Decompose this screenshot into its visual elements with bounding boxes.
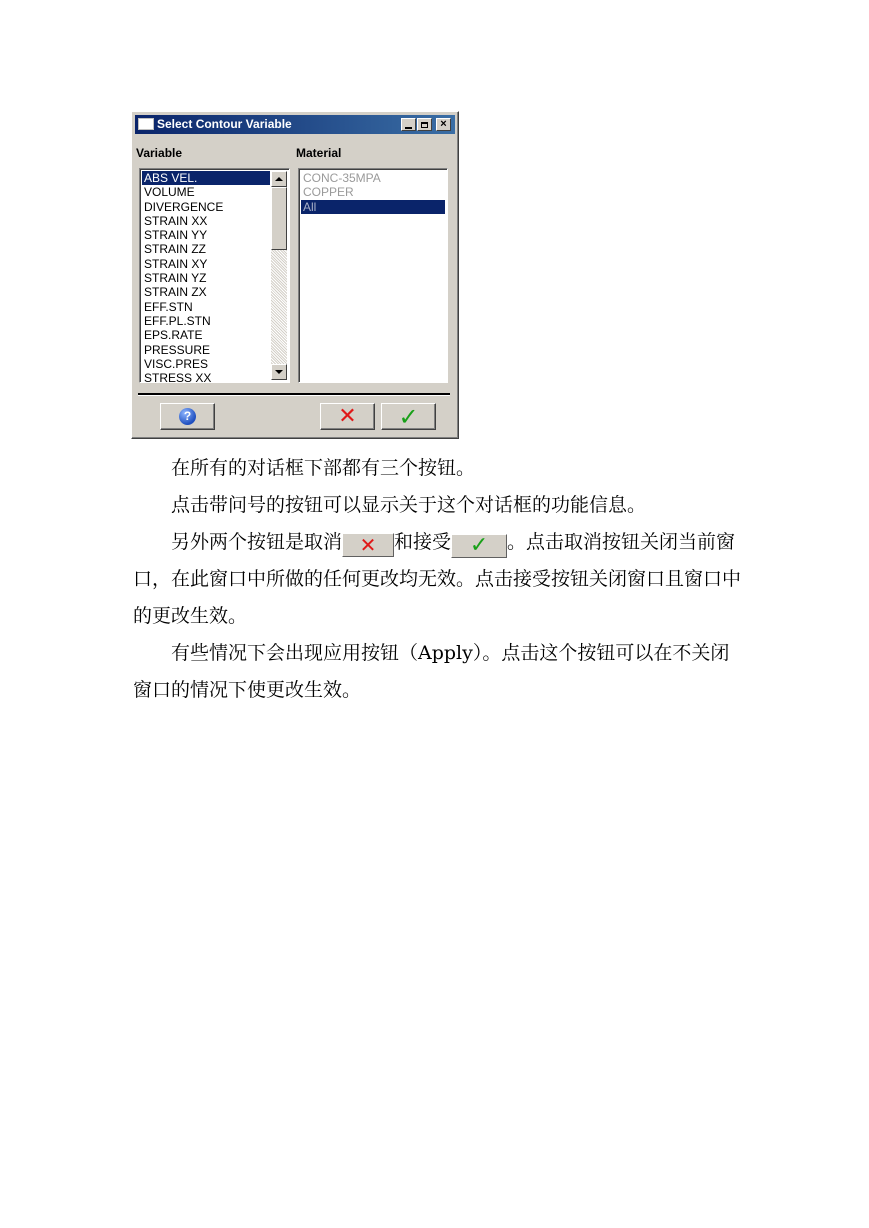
material-item[interactable]: All — [301, 200, 445, 214]
cancel-button[interactable] — [320, 403, 375, 430]
variable-item[interactable]: EFF.STN — [144, 299, 193, 314]
arrow-up-icon — [275, 177, 283, 181]
material-listbox[interactable] — [298, 168, 448, 383]
variable-item[interactable]: STRAIN XX — [144, 213, 208, 228]
variable-item[interactable]: VOLUME — [144, 185, 195, 200]
arrow-down-icon — [275, 370, 283, 374]
scroll-up-button[interactable] — [271, 171, 287, 187]
variable-scrollbar[interactable] — [271, 171, 287, 380]
text-segment: 另外两个按钮是取消 — [171, 531, 343, 553]
inline-accept-button-image — [451, 534, 507, 558]
paragraph-apply-button: 有些情况下会出现应用按钮（Apply）。点击这个按钮可以在不关闭窗口的情况下使更改生效。 — [133, 642, 730, 701]
variable-item[interactable]: ABS VEL. — [142, 171, 270, 185]
minimize-icon — [405, 127, 412, 129]
variable-item[interactable]: STRAIN YZ — [144, 271, 207, 286]
maximize-icon — [421, 122, 428, 128]
material-item[interactable]: COPPER — [303, 185, 354, 200]
window-icon — [138, 118, 154, 130]
select-contour-variable-dialog — [131, 111, 459, 439]
inline-cancel-button-image — [342, 533, 394, 557]
variable-item[interactable]: EFF.PL.STN — [144, 313, 211, 328]
variable-item[interactable]: DIVERGENCE — [144, 199, 224, 214]
text-segment: 。点击取消按钮关闭当前窗口，在此窗口中所做的任何更改均无效。点击接受按钮关闭窗口且窗口中的更改生效。 — [133, 531, 742, 627]
variable-item[interactable]: VISC.PRES — [144, 356, 209, 371]
variable-item[interactable]: STRAIN ZX — [144, 285, 207, 300]
red-x-icon: ✕ — [338, 403, 357, 429]
material-item[interactable]: CONC-35MPA — [303, 171, 381, 185]
button-separator — [138, 393, 450, 396]
material-label: Material — [296, 146, 342, 160]
accept-button[interactable] — [381, 403, 436, 430]
variable-item[interactable]: STRAIN ZZ — [144, 242, 206, 257]
variable-item[interactable]: PRESSURE — [144, 342, 211, 357]
question-icon: ? — [179, 408, 196, 425]
paragraph-buttons-intro: 在所有的对话框下部都有三个按钮。 — [171, 457, 476, 479]
scroll-thumb[interactable] — [271, 187, 287, 250]
variable-label: Variable — [136, 146, 183, 160]
red-x-icon: ✕ — [359, 533, 377, 557]
help-button[interactable] — [160, 403, 215, 430]
variable-item[interactable]: STRESS XX — [144, 371, 212, 383]
maximize-button[interactable] — [417, 118, 432, 131]
text-segment: 和接受 — [394, 531, 452, 553]
paragraph-cancel-accept — [133, 524, 743, 635]
dialog-title: Select Contour Variable — [157, 117, 292, 131]
variable-listbox[interactable] — [139, 168, 290, 383]
paragraph-help-button: 点击带问号的按钮可以显示关于这个对话框的功能信息。 — [171, 494, 647, 516]
close-button[interactable] — [436, 118, 451, 131]
green-check-icon: ✓ — [398, 402, 419, 431]
dialog-titlebar[interactable] — [135, 115, 455, 134]
close-icon: × — [440, 118, 447, 130]
minimize-button[interactable] — [401, 118, 416, 131]
variable-item[interactable]: EPS.RATE — [144, 328, 203, 343]
green-check-icon: ✓ — [469, 533, 489, 558]
scroll-down-button[interactable] — [271, 364, 287, 380]
variable-item[interactable]: STRAIN YY — [144, 228, 208, 243]
variable-item[interactable]: STRAIN XY — [144, 256, 208, 271]
